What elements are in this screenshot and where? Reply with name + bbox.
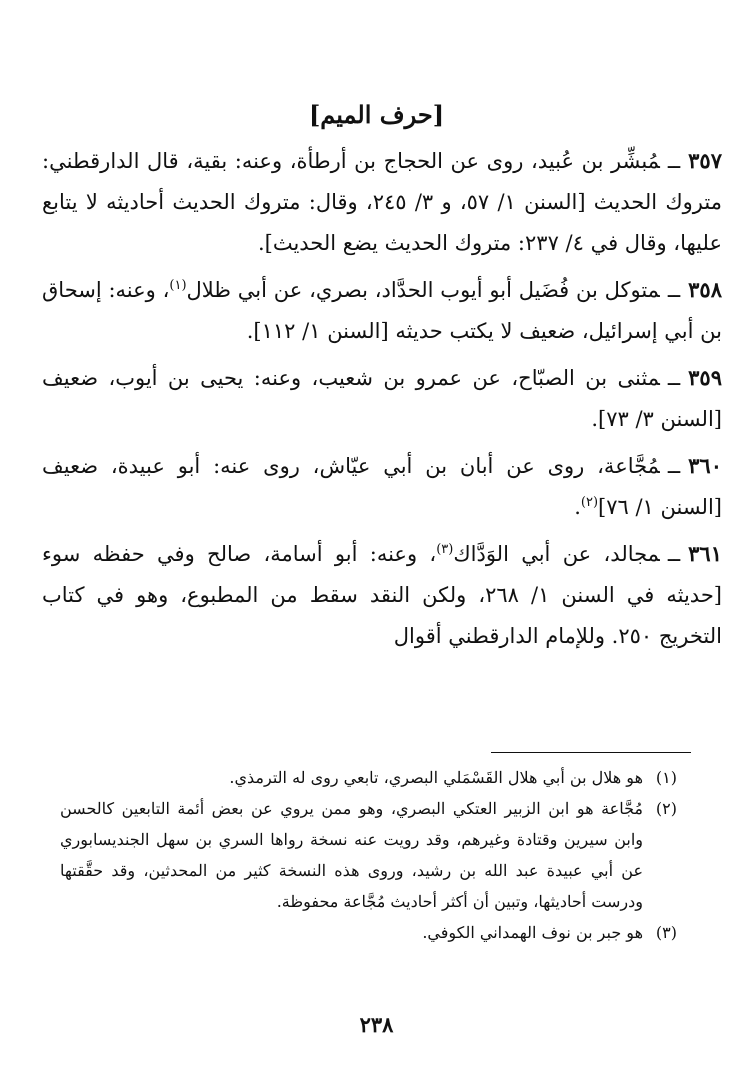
main-text [42,140,722,662]
entry-name: مجالد، [603,542,660,566]
footnote-mark: (٣) [655,923,677,942]
footnote-mark: (١) [655,768,677,787]
entry-name: مُبشِّر بن عُبيد، [530,149,660,173]
entry-number: ٣٦٠ [688,453,722,478]
entry-dash: ــ [667,542,681,566]
entry-number: ٣٦١ [688,541,722,566]
entry-name: مُجَّاعة، [597,454,660,478]
entry-text: عن أبي الوَدَّاك [453,542,592,566]
entry-text-continued: . [574,495,581,519]
entry-360 [42,445,722,528]
entry-text: روى عن الحجاج بن أرطأة، وعنه: بقية، قال الدارقطني: متروك الحديث [السنن ١/ ٥٧، و ٣/ ٢٤٥، وقال: متروك الحديث أحاديثه لا يتابع عليها، وقال في ٤/ ٢٣٧: متروك الحديث يضع الحديث]. [42,149,722,255]
footnote-text: هو جبر بن نوف الهمداني الكوفي. [422,923,643,942]
entry-name: متوكل بن فُضَيل أبو أيوب الحدَّاد، [374,278,660,302]
entry-name: مثنى بن الصبّاح، [511,366,660,390]
entry-number: ٣٥٨ [688,277,722,302]
footnote-divider [491,752,691,753]
entry-357 [42,140,722,264]
footnote-3 [60,917,677,948]
entry-text-continued: ، وعنه: إسحاق بن أبي إسرائيل، ضعيف لا يكتب حديثه [السنن ١/ ١١٢]. [42,278,722,343]
entry-text-continued: ، وعنه: أبو أسامة، صالح وفي حفظه سوء [حديثه في السنن ١/ ٢٦٨، ولكن النقد سقط من المطبوع، وهو في كتاب التخريج ٢٥٠. وللإمام الدارقطني أقوال [42,542,722,648]
section-heading: [حرف الميم] [308,100,445,129]
entry-text: بصري، عن أبي ظلال [186,278,368,302]
footnote-reference[interactable]: (٢) [580,495,599,510]
footnote-reference[interactable]: (١) [169,278,187,293]
footnote-mark: (٢) [655,799,677,818]
footnote-text: هو هلال بن أبي هلال القَسْمَلي البصري، تابعي روى له الترمذي. [229,768,643,787]
entry-dash: ــ [667,366,681,390]
entry-359 [42,357,722,440]
footnote-2 [60,793,677,917]
entry-number: ٣٥٧ [688,148,722,173]
entry-358 [42,269,722,352]
footnote-reference[interactable]: (٣) [436,542,454,557]
entry-text: عن عمرو بن شعيب، وعنه: يحيى بن أيوب، ضعيف [السنن ٣/ ٧٣]. [42,366,722,431]
entry-text: روى عن أبان بن أبي عيّاش، روى عنه: أبو عبيدة، ضعيف [السنن ١/ ٧٦] [42,454,722,519]
page-number: ٢٣٨ [359,1012,394,1037]
footnotes [60,762,677,948]
entry-dash: ــ [667,278,681,302]
footnote-text: مُجَّاعة هو ابن الزبير العتكي البصري، وهو ممن يروي عن بعض أئمة التابعين كالحسن وابن سيرين وقتادة وغيرهم، وقد رويت عنه نسخة رواها السري بن سهل الجنديسابوري عن أبي عبيدة عبد الله بن رشيد، وروى هذه النسخة كثير من المحدثين، وقد حقَّقتها ودرست أحاديثها، وتبين أن أكثر أحاديث مُجَّاعة محفوظة. [60,799,643,911]
footnote-1 [60,762,677,793]
entry-dash: ــ [667,454,681,478]
entry-number: ٣٥٩ [688,365,722,390]
entry-361 [42,533,722,657]
entry-dash: ــ [667,149,681,173]
